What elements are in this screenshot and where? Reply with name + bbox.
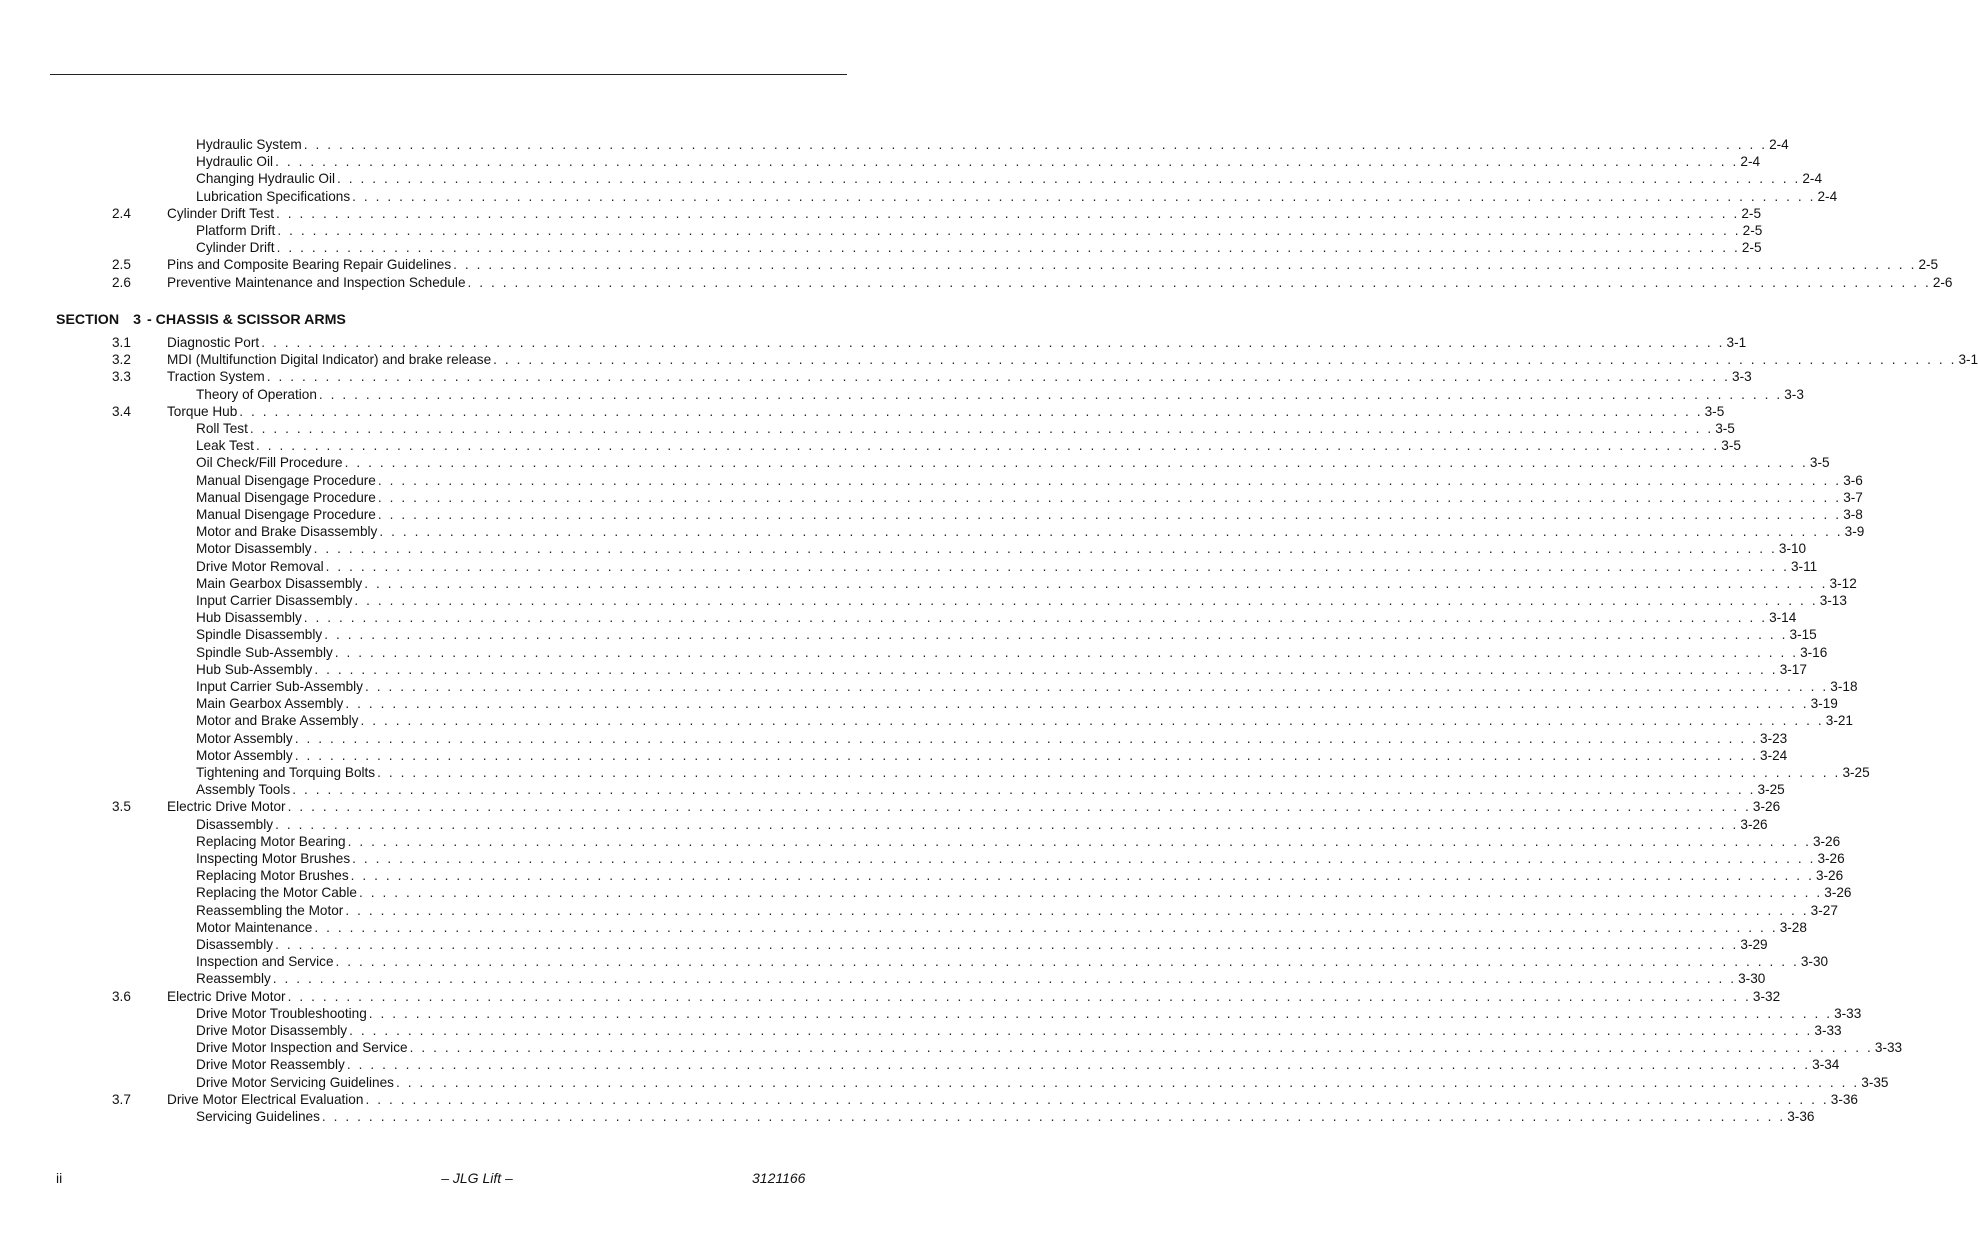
toc-entry-title: Drive Motor Disassembly: [196, 1023, 348, 1038]
toc-entry-line: [196, 1074, 1889, 1091]
toc-entry[interactable]: [0, 833, 1841, 850]
toc-entry[interactable]: [0, 867, 1844, 884]
dot-leader: . . . . . . . . . . . . . . . . . . . . . . . . . . . . . . . . . . . . . . . . . . . . . . . . . . . . . . . . . . . . . . . . . . . . . . . . . . . . . . . . . . . . . . . . . . . . . . . . . . . . . . . . . . . . . . . . . . . . . . . . . . . . .: [276, 240, 1740, 255]
toc-entry-title: Reassembly: [196, 971, 271, 986]
dot-leader: . . . . . . . . . . . . . . . . . . . . . . . . . . . . . . . . . . . . . . . . . . . . . . . . . . . . . . . . . . . . . . . . . . . . . . . . . . . . . . . . . . . . . . . . . . . . . . . . . . . . . . . . . . . . . . . . . . . . . . . . . . . . .: [358, 885, 1823, 900]
toc-entry[interactable]: [0, 1022, 1842, 1039]
toc-entry[interactable]: [0, 575, 1857, 592]
toc-entry-title: Motor and Brake Assembly: [196, 713, 359, 728]
toc-entry-line: [196, 592, 1847, 609]
section-number: 3: [133, 312, 141, 328]
toc-entry[interactable]: [0, 1005, 1862, 1022]
toc-entry-page: 3-26: [1752, 799, 1781, 814]
toc-entry-number: 3.3: [112, 369, 131, 384]
toc-entry-line: [196, 1022, 1842, 1039]
toc-entry-title: Motor Assembly: [196, 748, 293, 763]
toc-entry-page: 3-9: [1844, 524, 1865, 539]
toc-entry-line: [196, 970, 1766, 987]
dot-leader: . . . . . . . . . . . . . . . . . . . . . . . . . . . . . . . . . . . . . . . . . . . . . . . . . . . . . . . . . . . . . . . . . . . . . . . . . . . . . . . . . . . . . . . . . . . . . . . . . . . . . . . . . . . . . . . . . . . . . . . . . . . . .: [354, 593, 1818, 608]
toc-entry-page: 3-26: [1740, 817, 1768, 832]
toc-entry-page: 2-4: [1740, 154, 1761, 169]
toc-entry-title: Hydraulic System: [196, 137, 302, 152]
toc-entry-line: [196, 936, 1768, 953]
toc-entry[interactable]: [0, 988, 1781, 1005]
toc-entry-title: Input Carrier Sub-Assembly: [196, 679, 363, 694]
toc-entry-title: Roll Test: [196, 421, 248, 436]
toc-entry-line: [196, 222, 1763, 239]
toc-entry[interactable]: [0, 386, 1804, 403]
dot-leader: . . . . . . . . . . . . . . . . . . . . . . . . . . . . . . . . . . . . . . . . . . . . . . . . . . . . . . . . . . . . . . . . . . . . . . . . . . . . . . . . . . . . . . . . . . . . . . . . . . . . . . . . . . . . . . . . . . . . . . . . . . . . .: [349, 1023, 1813, 1038]
dot-leader: . . . . . . . . . . . . . . . . . . . . . . . . . . . . . . . . . . . . . . . . . . . . . . . . . . . . . . . . . . . . . . . . . . . . . . . . . . . . . . . . . . . . . . . . . . . . . . . . . . . . . . . . . . . . . . . . . . . . . . . . . . . . .: [377, 507, 1842, 522]
toc-entry-page: 3-16: [1800, 645, 1828, 660]
dot-leader: . . . . . . . . . . . . . . . . . . . . . . . . . . . . . . . . . . . . . . . . . . . . . . . . . . . . . . . . . . . . . . . . . . . . . . . . . . . . . . . . . . . . . . . . . . . . . . . . . . . . . . . . . . . . . . . . . . . . . . . . . . . . .: [467, 275, 1931, 290]
section-heading: [56, 311, 346, 329]
toc-entry-title: Hub Sub-Assembly: [196, 662, 313, 677]
toc-entry-page: 3-28: [1779, 920, 1807, 935]
dot-leader: . . . . . . . . . . . . . . . . . . . . . . . . . . . . . . . . . . . . . . . . . . . . . . . . . . . . . . . . . . . . . . . . . . . . . . . . . . . . . . . . . . . . . . . . . . . . . . . . . . . . . . . . . . . . . . . . . . . . . . . . . . . . .: [335, 954, 1799, 969]
toc-entry[interactable]: [0, 609, 1797, 626]
toc-entry[interactable]: [0, 661, 1807, 678]
toc-entry-page: 3-5: [1721, 438, 1741, 453]
toc-entry[interactable]: [0, 222, 1763, 239]
dot-leader: . . . . . . . . . . . . . . . . . . . . . . . . . . . . . . . . . . . . . . . . . . . . . . . . . . . . . . . . . . . . . . . . . . . . . . . . . . . . . . . . . . . . . . . . . . . . . . . . . . . . . . . . . . . . . . . . . . . . . . . . . . . . .: [352, 851, 1816, 866]
toc-entry[interactable]: [0, 712, 1853, 729]
toc-entry-page: 3-7: [1843, 490, 1863, 505]
toc-entry-page: 3-25: [1842, 765, 1870, 780]
dot-leader: . . . . . . . . . . . . . . . . . . . . . . . . . . . . . . . . . . . . . . . . . . . . . . . . . . . . . . . . . . . . . . . . . . . . . . . . . . . . . . . . . . . . . . . . . . . . . . . . . . . . . . . . . . . . . . . . . . . . . . . . . . . . .: [364, 679, 1829, 694]
toc-entry[interactable]: [0, 884, 1852, 901]
toc-entry-line: [196, 386, 1804, 403]
toc-entry[interactable]: [0, 523, 1865, 540]
toc-entry-page: 3-34: [1812, 1057, 1840, 1072]
toc-entry-number: 2.5: [112, 257, 131, 272]
toc-entry-page: 3-6: [1843, 473, 1863, 488]
footer-brand: – JLG Lift –: [441, 1170, 513, 1186]
dot-leader: . . . . . . . . . . . . . . . . . . . . . . . . . . . . . . . . . . . . . . . . . . . . . . . . . . . . . . . . . . . . . . . . . . . . . . . . . . . . . . . . . . . . . . . . . . . . . . . . . . . . . . . . . . . . . . . . . . . . . . . . . . . . .: [325, 559, 1789, 574]
toc-entry[interactable]: [0, 781, 1785, 798]
toc-entry-page: 3-26: [1815, 868, 1844, 883]
section-title: - CHASSIS & SCISSOR ARMS: [146, 312, 346, 328]
toc-entry[interactable]: [0, 816, 1768, 833]
toc-entry-line: [167, 798, 1781, 815]
toc-entry-page: 3-3: [1784, 387, 1804, 402]
toc-entry-line: [196, 867, 1844, 884]
toc-entry-line: [196, 136, 1789, 153]
toc-entry-page: 3-1: [1958, 352, 1978, 367]
toc-entry[interactable]: [0, 454, 1830, 471]
dot-leader: . . . . . . . . . . . . . . . . . . . . . . . . . . . . . . . . . . . . . . . . . . . . . . . . . . . . . . . . . . . . . . . . . . . . . . . . . . . . . . . . . . . . . . . . . . . . . . . . . . . . . . . . . . . . . . . . . . . . . . . . . . . . .: [379, 524, 1843, 539]
toc-entry-title: Diagnostic Port: [167, 335, 260, 350]
toc-entry-page: 3-33: [1874, 1040, 1903, 1055]
toc-entry-line: [196, 953, 1829, 970]
toc-entry-page: 2-4: [1817, 189, 1838, 204]
dot-leader: . . . . . . . . . . . . . . . . . . . . . . . . . . . . . . . . . . . . . . . . . . . . . . . . . . . . . . . . . . . . . . . . . . . . . . . . . . . . . . . . . . . . . . . . . . . . . . . . . . . . . . . . . . . . . . . . . . . . . . . . . . . . .: [352, 189, 1816, 204]
toc-entry-line: [196, 153, 1761, 170]
toc-entry-page: 3-35: [1861, 1075, 1889, 1090]
dot-leader: . . . . . . . . . . . . . . . . . . . . . . . . . . . . . . . . . . . . . . . . . . . . . . . . . . . . . . . . . . . . . . . . . . . . . . . . . . . . . . . . . . . . . . . . . . . . . . . . . . . . . . . . . . . . . . . . . . . . . . . . . . . . .: [324, 627, 1788, 642]
toc-entry-page: 2-5: [1918, 257, 1939, 272]
toc-entry-title: Torque Hub: [167, 404, 238, 419]
toc-entry-line: [167, 351, 1978, 368]
toc-entry-title: Preventive Maintenance and Inspection Schedule: [167, 275, 466, 290]
toc-entry-title: Platform Drift: [196, 223, 276, 238]
dot-leader: . . . . . . . . . . . . . . . . . . . . . . . . . . . . . . . . . . . . . . . . . . . . . . . . . . . . . . . . . . . . . . . . . . . . . . . . . . . . . . . . . . . . . . . . . . . . . . . . . . . . . . . . . . . . . . . . . . . . . . . . . . . . .: [493, 352, 1957, 367]
toc-entry[interactable]: [0, 919, 1807, 936]
dot-leader: . . . . . . . . . . . . . . . . . . . . . . . . . . . . . . . . . . . . . . . . . . . . . . . . . . . . . . . . . . . . . . . . . . . . . . . . . . . . . . . . . . . . . . . . . . . . . . . . . . . . . . . . . . . . . . . . . . . . . . . . . . . . .: [313, 541, 1777, 556]
toc-entry-page: 3-5: [1715, 421, 1735, 436]
toc-entry[interactable]: [0, 506, 1863, 523]
dot-leader: . . . . . . . . . . . . . . . . . . . . . . . . . . . . . . . . . . . . . . . . . . . . . . . . . . . . . . . . . . . . . . . . . . . . . . . . . . . . . . . . . . . . . . . . . . . . . . . . . . . . . . . . . . . . . . . . . . . . . . . . . . . . .: [364, 576, 1828, 591]
toc-entry-page: 3-26: [1817, 851, 1845, 866]
dot-leader: . . . . . . . . . . . . . . . . . . . . . . . . . . . . . . . . . . . . . . . . . . . . . . . . . . . . . . . . . . . . . . . . . . . . . . . . . . . . . . . . . . . . . . . . . . . . . . . . . . . . . . . . . . . . . . . . . . . . . . . . . . . . .: [377, 490, 1842, 505]
toc-entry[interactable]: [0, 850, 1845, 867]
toc-entry-number: 2.6: [112, 275, 131, 290]
toc-entry-line: [196, 540, 1807, 557]
toc-entry[interactable]: [0, 420, 1735, 437]
dot-leader: . . . . . . . . . . . . . . . . . . . . . . . . . . . . . . . . . . . . . . . . . . . . . . . . . . . . . . . . . . . . . . . . . . . . . . . . . . . . . . . . . . . . . . . . . . . . . . . . . . . . . . . . . . . . . . . . . . . . . . . . . . . . .: [287, 989, 1751, 1004]
toc-entry-title: Replacing the Motor Cable: [196, 885, 357, 900]
toc-entry[interactable]: [0, 403, 1725, 420]
toc-entry-number: 3.1: [112, 335, 131, 350]
toc-entry-title: Hub Disassembly: [196, 610, 302, 625]
toc-entry-page: 3-30: [1800, 954, 1829, 969]
dot-leader: . . . . . . . . . . . . . . . . . . . . . . . . . . . . . . . . . . . . . . . . . . . . . . . . . . . . . . . . . . . . . . . . . . . . . . . . . . . . . . . . . . . . . . . . . . . . . . . . . . . . . . . . . . . . . . . . . . . . . . . . . . . . .: [345, 696, 1809, 711]
dot-leader: . . . . . . . . . . . . . . . . . . . . . . . . . . . . . . . . . . . . . . . . . . . . . . . . . . . . . . . . . . . . . . . . . . . . . . . . . . . . . . . . . . . . . . . . . . . . . . . . . . . . . . . . . . . . . . . . . . . . . . . . . . . . .: [344, 455, 1808, 470]
toc-entry-title: Inspecting Motor Brushes: [196, 851, 351, 866]
toc-entry-page: 3-24: [1760, 748, 1788, 763]
toc-entry-title: Drive Motor Reassembly: [196, 1057, 345, 1072]
dot-leader: . . . . . . . . . . . . . . . . . . . . . . . . . . . . . . . . . . . . . . . . . . . . . . . . . . . . . . . . . . . . . . . . . . . . . . . . . . . . . . . . . . . . . . . . . . . . . . . . . . . . . . . . . . . . . . . . . . . . . . . . . . . . .: [347, 834, 1811, 849]
toc-entry[interactable]: [0, 368, 1752, 385]
dot-leader: . . . . . . . . . . . . . . . . . . . . . . . . . . . . . . . . . . . . . . . . . . . . . . . . . . . . . . . . . . . . . . . . . . . . . . . . . . . . . . . . . . . . . . . . . . . . . . . . . . . . . . . . . . . . . . . . . . . . . . . . . . . . .: [409, 1040, 1873, 1055]
toc-entry-page: 3-19: [1810, 696, 1838, 711]
dot-leader: . . . . . . . . . . . . . . . . . . . . . . . . . . . . . . . . . . . . . . . . . . . . . . . . . . . . . . . . . . . . . . . . . . . . . . . . . . . . . . . . . . . . . . . . . . . . . . . . . . . . . . . . . . . . . . . . . . . . . . . . . . . . .: [272, 971, 1737, 986]
toc-entry-line: [196, 678, 1858, 695]
toc-entry[interactable]: [0, 936, 1768, 953]
toc-entry[interactable]: [0, 256, 1939, 273]
toc-entry-page: 3-36: [1787, 1109, 1815, 1124]
toc-entry[interactable]: [0, 1039, 1903, 1056]
toc-entry-line: [196, 644, 1828, 661]
toc-entry-line: [196, 454, 1830, 471]
toc-entry-title: Manual Disengage Procedure: [196, 490, 376, 505]
toc-entry-number: 3.7: [112, 1092, 131, 1107]
dot-leader: . . . . . . . . . . . . . . . . . . . . . . . . . . . . . . . . . . . . . . . . . . . . . . . . . . . . . . . . . . . . . . . . . . . . . . . . . . . . . . . . . . . . . . . . . . . . . . . . . . . . . . . . . . . . . . . . . . . . . . . . . . . . .: [276, 206, 1740, 221]
toc-entry-page: 3-30: [1738, 971, 1766, 986]
toc-entry-page: 2-4: [1769, 137, 1789, 152]
toc-entry-page: 3-36: [1830, 1092, 1858, 1107]
toc-entry-page: 2-6: [1932, 275, 1953, 290]
dot-leader: . . . . . . . . . . . . . . . . . . . . . . . . . . . . . . . . . . . . . . . . . . . . . . . . . . . . . . . . . . . . . . . . . . . . . . . . . . . . . . . . . . . . . . . . . . . . . . . . . . . . . . . . . . . . . . . . . . . . . . . . . . . . .: [275, 817, 1739, 832]
dot-leader: . . . . . . . . . . . . . . . . . . . . . . . . . . . . . . . . . . . . . . . . . . . . . . . . . . . . . . . . . . . . . . . . . . . . . . . . . . . . . . . . . . . . . . . . . . . . . . . . . . . . . . . . . . . . . . . . . . . . . . . . . . . . .: [360, 713, 1824, 728]
toc-entry-line: [196, 1005, 1862, 1022]
toc-entry[interactable]: [0, 644, 1828, 661]
dot-leader: . . . . . . . . . . . . . . . . . . . . . . . . . . . . . . . . . . . . . . . . . . . . . . . . . . . . . . . . . . . . . . . . . . . . . . . . . . . . . . . . . . . . . . . . . . . . . . . . . . . . . . . . . . . . . . . . . . . . . . . . . . . . .: [377, 765, 1841, 780]
dot-leader: . . . . . . . . . . . . . . . . . . . . . . . . . . . . . . . . . . . . . . . . . . . . . . . . . . . . . . . . . . . . . . . . . . . . . . . . . . . . . . . . . . . . . . . . . . . . . . . . . . . . . . . . . . . . . . . . . . . . . . . . . . . . .: [294, 748, 1759, 763]
toc-entry-page: 3-33: [1814, 1023, 1842, 1038]
toc-entry-line: [196, 489, 1863, 506]
dot-leader: . . . . . . . . . . . . . . . . . . . . . . . . . . . . . . . . . . . . . . . . . . . . . . . . . . . . . . . . . . . . . . . . . . . . . . . . . . . . . . . . . . . . . . . . . . . . . . . . . . . . . . . . . . . . . . . . . . . . . . . . . . . . .: [395, 1075, 1860, 1090]
toc-entry[interactable]: [0, 540, 1807, 557]
toc-entry-line: [167, 205, 1762, 222]
dot-leader: . . . . . . . . . . . . . . . . . . . . . . . . . . . . . . . . . . . . . . . . . . . . . . . . . . . . . . . . . . . . . . . . . . . . . . . . . . . . . . . . . . . . . . . . . . . . . . . . . . . . . . . . . . . . . . . . . . . . . . . . . . . . .: [321, 1109, 1786, 1124]
toc-entry[interactable]: [0, 205, 1762, 222]
toc-entry-page: 3-5: [1704, 404, 1725, 419]
toc-entry[interactable]: [0, 170, 1823, 187]
toc-entry-title: Inspection and Service: [196, 954, 334, 969]
toc-entry-page: 3-17: [1779, 662, 1807, 677]
dot-leader: . . . . . . . . . . . . . . . . . . . . . . . . . . . . . . . . . . . . . . . . . . . . . . . . . . . . . . . . . . . . . . . . . . . . . . . . . . . . . . . . . . . . . . . . . . . . . . . . . . . . . . . . . . . . . . . . . . . . . . . . . . . . .: [314, 662, 1778, 677]
toc-entry-title: Replacing Motor Brushes: [196, 868, 349, 883]
toc-entry[interactable]: [0, 970, 1766, 987]
toc-entry-line: [196, 188, 1838, 205]
toc-entry-line: [196, 902, 1838, 919]
toc-entry-page: 2-5: [1741, 240, 1762, 255]
dot-leader: . . . . . . . . . . . . . . . . . . . . . . . . . . . . . . . . . . . . . . . . . . . . . . . . . . . . . . . . . . . . . . . . . . . . . . . . . . . . . . . . . . . . . . . . . . . . . . . . . . . . . . . . . . . . . . . . . . . . . . . . . . . . .: [277, 223, 1741, 238]
dot-leader: . . . . . . . . . . . . . . . . . . . . . . . . . . . . . . . . . . . . . . . . . . . . . . . . . . . . . . . . . . . . . . . . . . . . . . . . . . . . . . . . . . . . . . . . . . . . . . . . . . . . . . . . . . . . . . . . . . . . . . . . . . . . .: [303, 610, 1768, 625]
toc-entry-page: 3-18: [1830, 679, 1858, 694]
toc-entry-title: Electric Drive Motor: [167, 989, 286, 1004]
toc-entry[interactable]: [0, 351, 1978, 368]
toc-entry-title: Traction System: [167, 369, 265, 384]
toc-entry-line: [196, 239, 1762, 256]
toc-entry-line: [196, 695, 1838, 712]
toc-entry-page: 3-5: [1809, 455, 1830, 470]
toc-entry-title: Assembly Tools: [196, 782, 291, 797]
dot-leader: . . . . . . . . . . . . . . . . . . . . . . . . . . . . . . . . . . . . . . . . . . . . . . . . . . . . . . . . . . . . . . . . . . . . . . . . . . . . . . . . . . . . . . . . . . . . . . . . . . . . . . . . . . . . . . . . . . . . . . . . . . . . .: [239, 404, 1703, 419]
toc-entry-title: Motor Assembly: [196, 731, 293, 746]
toc-entry-line: [196, 764, 1870, 781]
toc-entry-page: 3-33: [1834, 1006, 1862, 1021]
toc-entry-page: 3-27: [1810, 903, 1838, 918]
toc-entry-page: 3-12: [1829, 576, 1857, 591]
dot-leader: . . . . . . . . . . . . . . . . . . . . . . . . . . . . . . . . . . . . . . . . . . . . . . . . . . . . . . . . . . . . . . . . . . . . . . . . . . . . . . . . . . . . . . . . . . . . . . . . . . . . . . . . . . . . . . . . . . . . . . . . . . . . .: [275, 937, 1739, 952]
toc-entry-title: MDI (Multifunction Digital Indicator) and brake release: [167, 352, 492, 367]
dot-leader: . . . . . . . . . . . . . . . . . . . . . . . . . . . . . . . . . . . . . . . . . . . . . . . . . . . . . . . . . . . . . . . . . . . . . . . . . . . . . . . . . . . . . . . . . . . . . . . . . . . . . . . . . . . . . . . . . . . . . . . . . . . . .: [345, 903, 1809, 918]
toc-entry-line: [196, 575, 1857, 592]
toc-entry-number: 3.5: [112, 799, 131, 814]
toc-entry-title: Drive Motor Troubleshooting: [196, 1006, 367, 1021]
toc-entry-title: Motor Maintenance: [196, 920, 313, 935]
toc-entry-title: Drive Motor Inspection and Service: [196, 1040, 408, 1055]
toc-entry-page: 3-26: [1824, 885, 1852, 900]
toc-entry[interactable]: [0, 558, 1818, 575]
toc-entry-page: 3-10: [1778, 541, 1807, 556]
dot-leader: . . . . . . . . . . . . . . . . . . . . . . . . . . . . . . . . . . . . . . . . . . . . . . . . . . . . . . . . . . . . . . . . . . . . . . . . . . . . . . . . . . . . . . . . . . . . . . . . . . . . . . . . . . . . . . . . . . . . . . . . . . . . .: [350, 868, 1814, 883]
dot-leader: . . . . . . . . . . . . . . . . . . . . . . . . . . . . . . . . . . . . . . . . . . . . . . . . . . . . . . . . . . . . . . . . . . . . . . . . . . . . . . . . . . . . . . . . . . . . . . . . . . . . . . . . . . . . . . . . . . . . . . . . . . . . .: [261, 335, 1725, 350]
dot-leader: . . . . . . . . . . . . . . . . . . . . . . . . . . . . . . . . . . . . . . . . . . . . . . . . . . . . . . . . . . . . . . . . . . . . . . . . . . . . . . . . . . . . . . . . . . . . . . . . . . . . . . . . . . . . . . . . . . . . . . . . . . . . .: [294, 731, 1759, 746]
toc-entry-page: 3-29: [1740, 937, 1768, 952]
toc-entry-line: [196, 884, 1852, 901]
toc-entry-title: Hydraulic Oil: [196, 154, 274, 169]
dot-leader: . . . . . . . . . . . . . . . . . . . . . . . . . . . . . . . . . . . . . . . . . . . . . . . . . . . . . . . . . . . . . . . . . . . . . . . . . . . . . . . . . . . . . . . . . . . . . . . . . . . . . . . . . . . . . . . . . . . . . . . . . . . . .: [337, 171, 1801, 186]
toc-entry[interactable]: [0, 730, 1788, 747]
dot-leader: . . . . . . . . . . . . . . . . . . . . . . . . . . . . . . . . . . . . . . . . . . . . . . . . . . . . . . . . . . . . . . . . . . . . . . . . . . . . . . . . . . . . . . . . . . . . . . . . . . . . . . . . . . . . . . . . . . . . . . . . . . . . .: [266, 369, 1731, 384]
toc-entry-line: [196, 558, 1818, 575]
toc-entry-page: 2-4: [1802, 171, 1823, 186]
toc-entry-title: Drive Motor Electrical Evaluation: [167, 1092, 364, 1107]
toc-entry[interactable]: [0, 902, 1838, 919]
toc-entry-line: [196, 609, 1797, 626]
toc-entry-title: Tightening and Torquing Bolts: [196, 765, 376, 780]
toc-entry-title: Leak Test: [196, 438, 254, 453]
toc-entry-page: 3-8: [1843, 507, 1863, 522]
toc-entry-title: Manual Disengage Procedure: [196, 507, 376, 522]
toc-entry-page: 3-15: [1789, 627, 1817, 642]
dot-leader: . . . . . . . . . . . . . . . . . . . . . . . . . . . . . . . . . . . . . . . . . . . . . . . . . . . . . . . . . . . . . . . . . . . . . . . . . . . . . . . . . . . . . . . . . . . . . . . . . . . . . . . . . . . . . . . . . . . . . . . . . . . . .: [334, 645, 1799, 660]
toc-entry[interactable]: [0, 1091, 1858, 1108]
header-rule: [50, 74, 847, 75]
toc-entry-title: Electric Drive Motor: [167, 799, 286, 814]
toc-entry-title: Cylinder Drift Test: [167, 206, 275, 221]
section-label: SECTION: [56, 312, 120, 328]
toc-entry[interactable]: [0, 626, 1817, 643]
toc-entry[interactable]: [0, 764, 1870, 781]
dot-leader: . . . . . . . . . . . . . . . . . . . . . . . . . . . . . . . . . . . . . . . . . . . . . . . . . . . . . . . . . . . . . . . . . . . . . . . . . . . . . . . . . . . . . . . . . . . . . . . . . . . . . . . . . . . . . . . . . . . . . . . . . . . . .: [346, 1057, 1811, 1072]
dot-leader: . . . . . . . . . . . . . . . . . . . . . . . . . . . . . . . . . . . . . . . . . . . . . . . . . . . . . . . . . . . . . . . . . . . . . . . . . . . . . . . . . . . . . . . . . . . . . . . . . . . . . . . . . . . . . . . . . . . . . . . . . . . . .: [368, 1006, 1833, 1021]
toc-entry-line: [196, 523, 1865, 540]
toc-entry[interactable]: [0, 695, 1838, 712]
toc-entry[interactable]: [0, 678, 1858, 695]
toc-entry-line: [196, 919, 1807, 936]
toc-entry-number: 2.4: [112, 206, 131, 221]
toc-entry-title: Disassembly: [196, 937, 274, 952]
toc-entry-title: Motor Disassembly: [196, 541, 312, 556]
toc-entry-line: [196, 816, 1768, 833]
toc-entry-line: [167, 368, 1752, 385]
dot-leader: . . . . . . . . . . . . . . . . . . . . . . . . . . . . . . . . . . . . . . . . . . . . . . . . . . . . . . . . . . . . . . . . . . . . . . . . . . . . . . . . . . . . . . . . . . . . . . . . . . . . . . . . . . . . . . . . . . . . . . . . . . . . .: [292, 782, 1756, 797]
toc-entry-page: 3-13: [1819, 593, 1847, 608]
dot-leader: . . . . . . . . . . . . . . . . . . . . . . . . . . . . . . . . . . . . . . . . . . . . . . . . . . . . . . . . . . . . . . . . . . . . . . . . . . . . . . . . . . . . . . . . . . . . . . . . . . . . . . . . . . . . . . . . . . . . . . . . . . . . .: [377, 473, 1842, 488]
toc-entry-line: [196, 833, 1841, 850]
toc-entry-line: [196, 1108, 1815, 1125]
toc-entry[interactable]: [0, 798, 1781, 815]
toc-entry[interactable]: [0, 953, 1829, 970]
toc-entry[interactable]: [0, 188, 1838, 205]
dot-leader: . . . . . . . . . . . . . . . . . . . . . . . . . . . . . . . . . . . . . . . . . . . . . . . . . . . . . . . . . . . . . . . . . . . . . . . . . . . . . . . . . . . . . . . . . . . . . . . . . . . . . . . . . . . . . . . . . . . . . . . . . . . . .: [287, 799, 1751, 814]
toc-entry[interactable]: [0, 334, 1747, 351]
toc-entry-title: Main Gearbox Disassembly: [196, 576, 363, 591]
page-number: ii: [56, 1170, 63, 1186]
dot-leader: . . . . . . . . . . . . . . . . . . . . . . . . . . . . . . . . . . . . . . . . . . . . . . . . . . . . . . . . . . . . . . . . . . . . . . . . . . . . . . . . . . . . . . . . . . . . . . . . . . . . . . . . . . . . . . . . . . . . . . . . . . . . .: [255, 438, 1720, 453]
dot-leader: . . . . . . . . . . . . . . . . . . . . . . . . . . . . . . . . . . . . . . . . . . . . . . . . . . . . . . . . . . . . . . . . . . . . . . . . . . . . . . . . . . . . . . . . . . . . . . . . . . . . . . . . . . . . . . . . . . . . . . . . . . . . .: [249, 421, 1714, 436]
toc-entry[interactable]: [0, 1108, 1815, 1125]
toc-entry-title: Input Carrier Disassembly: [196, 593, 353, 608]
toc-entry-line: [167, 988, 1781, 1005]
toc-entry-page: 3-3: [1732, 369, 1752, 384]
toc-entry-title: Cylinder Drift: [196, 240, 275, 255]
toc-entry-line: [196, 747, 1788, 764]
toc-entry-line: [196, 626, 1817, 643]
toc-entry-line: [196, 170, 1823, 187]
toc-entry[interactable]: [0, 274, 1953, 291]
toc-entry-line: [196, 730, 1788, 747]
toc-entry-title: Main Gearbox Assembly: [196, 696, 344, 711]
toc-entry-line: [196, 1039, 1903, 1056]
toc-entry-page: 3-21: [1825, 713, 1853, 728]
toc-entry-page: 3-32: [1752, 989, 1781, 1004]
toc-entry-line: [196, 437, 1741, 454]
toc-entry-title: Manual Disengage Procedure: [196, 473, 376, 488]
toc-entry-page: 3-23: [1760, 731, 1788, 746]
toc-entry-page: 3-1: [1726, 335, 1747, 350]
toc-entry[interactable]: [0, 592, 1847, 609]
toc-entry-page: 3-25: [1757, 782, 1785, 797]
toc-entry-title: Changing Hydraulic Oil: [196, 171, 336, 186]
toc-entry-title: Spindle Disassembly: [196, 627, 323, 642]
toc-entry-page: 3-11: [1791, 559, 1818, 574]
toc-entry[interactable]: [0, 1074, 1889, 1091]
dot-leader: . . . . . . . . . . . . . . . . . . . . . . . . . . . . . . . . . . . . . . . . . . . . . . . . . . . . . . . . . . . . . . . . . . . . . . . . . . . . . . . . . . . . . . . . . . . . . . . . . . . . . . . . . . . . . . . . . . . . . . . . . . . . .: [365, 1092, 1829, 1107]
toc-entry[interactable]: [0, 1056, 1840, 1073]
toc-entry-line: [196, 781, 1785, 798]
toc-entry[interactable]: [0, 489, 1863, 506]
toc-entry-line: [167, 334, 1747, 351]
dot-leader: . . . . . . . . . . . . . . . . . . . . . . . . . . . . . . . . . . . . . . . . . . . . . . . . . . . . . . . . . . . . . . . . . . . . . . . . . . . . . . . . . . . . . . . . . . . . . . . . . . . . . . . . . . . . . . . . . . . . . . . . . . . . .: [303, 137, 1768, 152]
dot-leader: . . . . . . . . . . . . . . . . . . . . . . . . . . . . . . . . . . . . . . . . . . . . . . . . . . . . . . . . . . . . . . . . . . . . . . . . . . . . . . . . . . . . . . . . . . . . . . . . . . . . . . . . . . . . . . . . . . . . . . . . . . . . .: [318, 387, 1783, 402]
toc-entry-title: Reassembling the Motor: [196, 903, 344, 918]
toc-entry-line: [167, 256, 1939, 273]
toc-entry-title: Replacing Motor Bearing: [196, 834, 346, 849]
toc-entry-title: Disassembly: [196, 817, 274, 832]
toc-entry-line: [196, 850, 1845, 867]
toc-entry-line: [196, 420, 1735, 437]
toc-entry-line: [167, 403, 1725, 420]
toc-entry-number: 3.6: [112, 989, 131, 1004]
dot-leader: . . . . . . . . . . . . . . . . . . . . . . . . . . . . . . . . . . . . . . . . . . . . . . . . . . . . . . . . . . . . . . . . . . . . . . . . . . . . . . . . . . . . . . . . . . . . . . . . . . . . . . . . . . . . . . . . . . . . . . . . . . . . .: [314, 920, 1778, 935]
toc-entry[interactable]: [0, 136, 1789, 153]
toc-entry-line: [196, 1056, 1840, 1073]
toc-entry[interactable]: [0, 472, 1863, 489]
toc-entry-title: Pins and Composite Bearing Repair Guidelines: [167, 257, 452, 272]
toc-entry-line: [196, 472, 1863, 489]
toc-entry-line: [196, 712, 1853, 729]
toc-entry-line: [167, 274, 1953, 291]
toc-entry-page: 2-5: [1741, 206, 1762, 221]
toc-entry-title: Lubrication Specifications: [196, 189, 351, 204]
toc-entry-title: Servicing Guidelines: [196, 1109, 320, 1124]
toc-entry-page: 3-26: [1812, 834, 1841, 849]
toc-entry[interactable]: [0, 153, 1761, 170]
document-number: 3121166: [752, 1170, 806, 1186]
toc-entry-line: [167, 1091, 1858, 1108]
toc-entry-page: 3-14: [1769, 610, 1797, 625]
toc-entry[interactable]: [0, 437, 1741, 454]
toc-entry-number: 3.2: [112, 352, 131, 367]
toc-entry-title: Drive Motor Servicing Guidelines: [196, 1075, 394, 1090]
toc-entry-title: Oil Check/Fill Procedure: [196, 455, 343, 470]
toc-entry-page: 2-5: [1742, 223, 1763, 238]
toc-entry-number: 3.4: [112, 404, 131, 419]
toc-entry[interactable]: [0, 239, 1762, 256]
toc-entry-title: Theory of Operation: [196, 387, 317, 402]
dot-leader: . . . . . . . . . . . . . . . . . . . . . . . . . . . . . . . . . . . . . . . . . . . . . . . . . . . . . . . . . . . . . . . . . . . . . . . . . . . . . . . . . . . . . . . . . . . . . . . . . . . . . . . . . . . . . . . . . . . . . . . . . . . . .: [453, 257, 1917, 272]
toc-entry-line: [196, 661, 1807, 678]
toc-entry-line: [196, 506, 1863, 523]
toc-entry-title: Drive Motor Removal: [196, 559, 324, 574]
toc-entry-title: Spindle Sub-Assembly: [196, 645, 333, 660]
toc-entry[interactable]: [0, 747, 1788, 764]
dot-leader: . . . . . . . . . . . . . . . . . . . . . . . . . . . . . . . . . . . . . . . . . . . . . . . . . . . . . . . . . . . . . . . . . . . . . . . . . . . . . . . . . . . . . . . . . . . . . . . . . . . . . . . . . . . . . . . . . . . . . . . . . . . . .: [275, 154, 1739, 169]
toc-entry-title: Motor and Brake Disassembly: [196, 524, 378, 539]
